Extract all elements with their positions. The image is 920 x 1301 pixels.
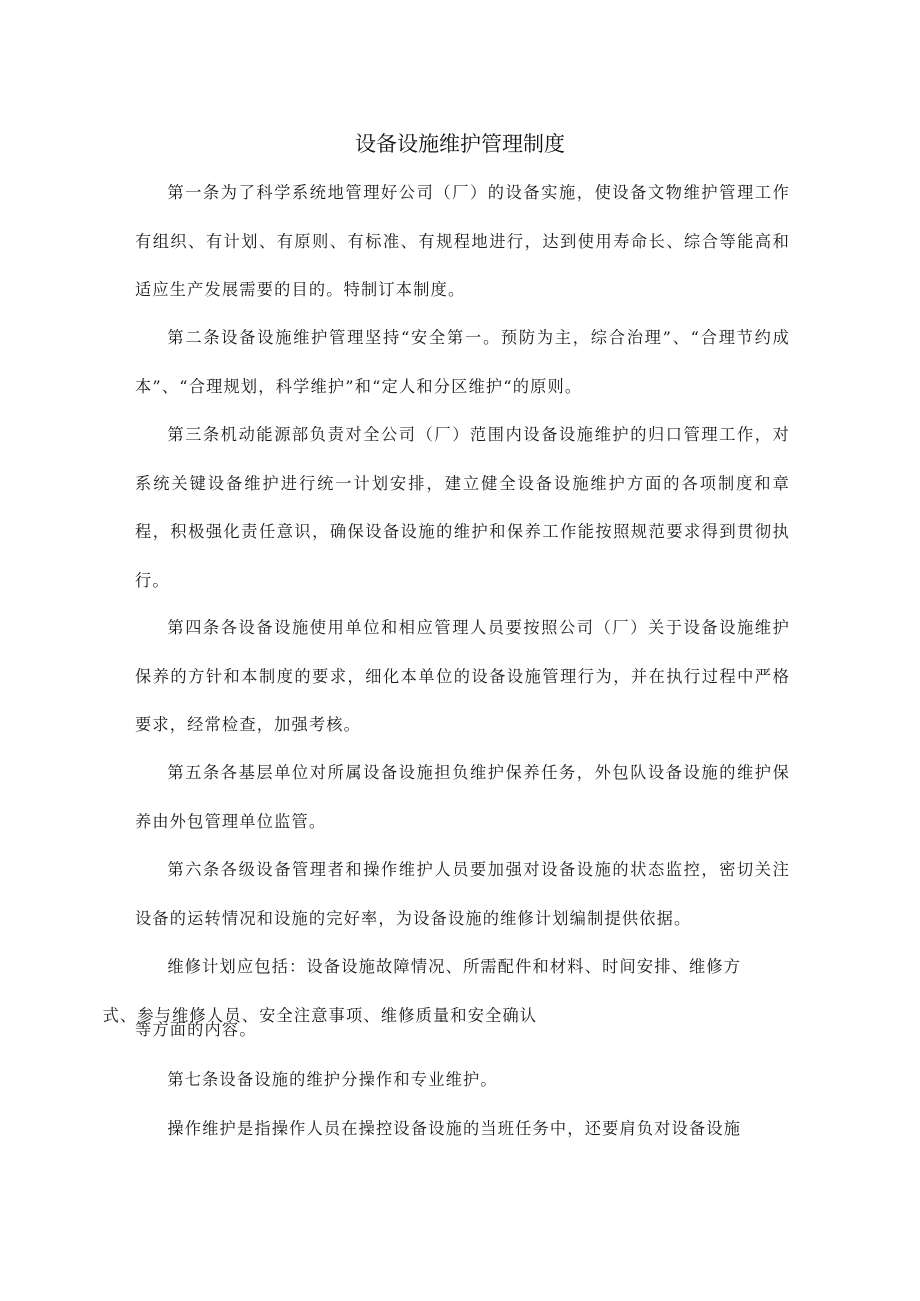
maintenance-plan-line-3: 等方面的内容。 bbox=[135, 1020, 257, 1039]
article-6-paragraph: 第六条各级设备管理者和操作维护人员要加强对设备设施的状态监控，密切关注设备的运转情况和设施的完好率，为设备设施的维修计划编制提供依据。 bbox=[135, 860, 790, 928]
article-5-paragraph: 第五条各基层单位对所属设备设施担负维护保养任务，外包队设备设施的维护保养由外包管理单位监管。 bbox=[135, 763, 790, 831]
article-1-paragraph: 第一条为了科学系统地管理好公司（厂）的设备实施，使设备文物维护管理工作有组织、有计划、有原则、有标准、有规程地进行，达到使用寿命长、综合等能高和适应生产发展需要的目的。特制订本制度。 bbox=[135, 183, 790, 299]
maintenance-plan-line-2: 式、参与维修人员、安全注意事项、维修质量和安全确认 bbox=[102, 1005, 538, 1025]
maintenance-plan-line-1: 维修计划应包括：设备设施故障情况、所需配件和材料、时间安排、维修方 bbox=[167, 957, 742, 976]
article-4-paragraph: 第四条各设备设施使用单位和相应管理人员要按照公司（厂）关于设备设施维护保养的方针和本制度的要求，细化本单位的设备设施管理行为，并在执行过程中严格要求，经常检查，加强考核。 bbox=[135, 618, 790, 734]
operation-maintenance-paragraph: 操作维护是指操作人员在操控设备设施的当班任务中，还要肩负对设备设施 bbox=[167, 1119, 742, 1138]
article-3-paragraph: 第三条机动能源部负责对全公司（厂）范围内设备设施维护的归口管理工作，对系统关键设备维护进行统一计划安排，建立健全设备设施维护方面的各项制度和章程，积极强化责任意识，确保设备设施的维护和保养工作能按照规范要求得到贯彻执行。 bbox=[135, 425, 790, 590]
document-title: 设备设施维护管理制度 bbox=[355, 132, 565, 156]
article-7-paragraph: 第七条设备设施的维护分操作和专业维护。 bbox=[167, 1070, 498, 1089]
article-2-paragraph: 第二条设备设施维护管理坚持“安全第一。预防为主，综合治理”、“合理节约成本”、“合理规划，科学维护”和“定人和分区维护“的原则。 bbox=[135, 328, 790, 396]
